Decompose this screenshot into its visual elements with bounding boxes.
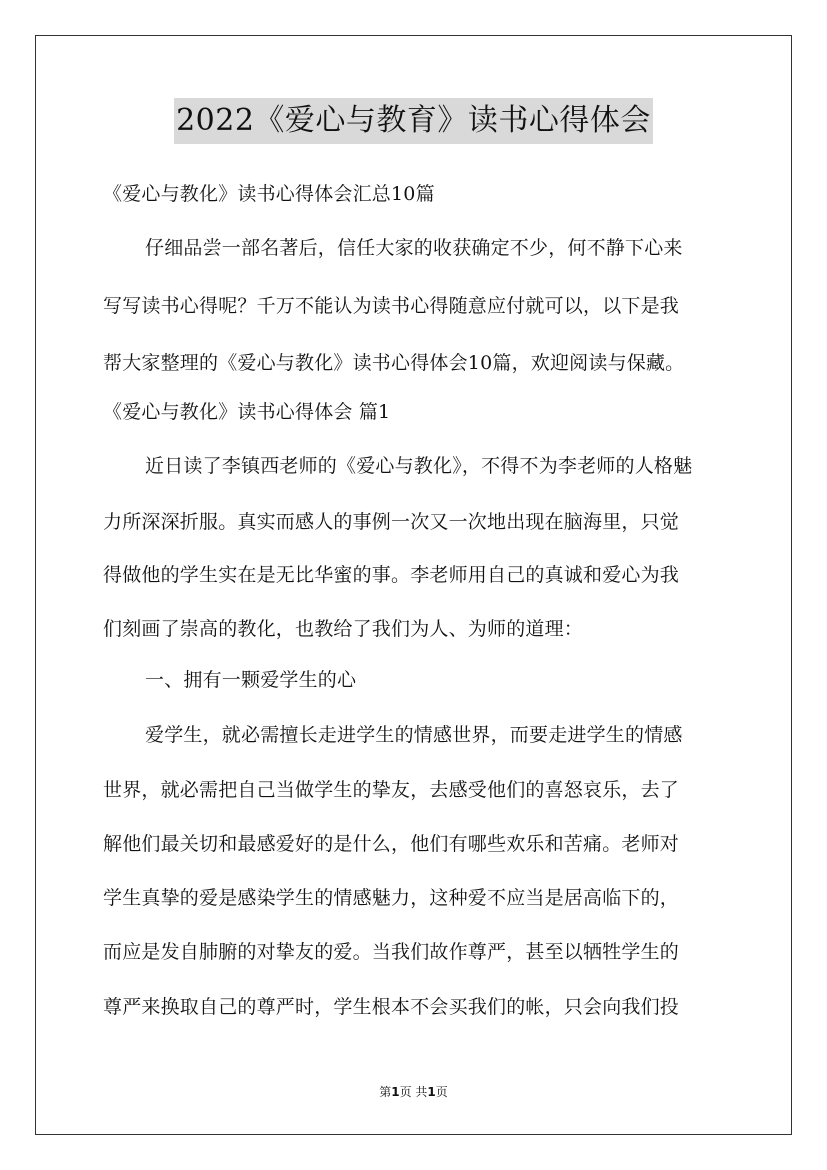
paragraph-line: 近日读了李镇西老师的《爱心与教化》，不得不为李老师的人格魅 [145, 455, 693, 477]
document-subtitle: 《爱心与教化》读书心得体会汇总10篇 [103, 183, 435, 205]
paragraph-line: 仔细品尝一部名著后，信任大家的收获确定不少，何不静下心来 [145, 237, 683, 259]
paragraph-line: 们刻画了崇高的教化，也教给了我们为人、为师的道理： [103, 618, 584, 640]
paragraph-line: 学生真挚的爱是感染学生的情感魅力，这种爱不应当是居高临下的， [103, 887, 680, 909]
paragraph-line: 尊严来换取自己的尊严时，学生根本不会买我们的帐，只会向我们投 [103, 996, 680, 1018]
paragraph-line: 解他们最关切和最感爱好的是什么，他们有哪些欢乐和苦痛。老师对 [103, 833, 680, 855]
document-title: 2022《爱心与教育》读书心得体会 [174, 98, 653, 144]
title-container [0, 98, 827, 144]
footer-total-pages: 1 [427, 1085, 436, 1099]
subsection-heading: 一、拥有一颗爱学生的心 [145, 669, 357, 691]
paragraph-line: 写写读书心得呢？千万不能认为读书心得随意应付就可以，以下是我 [103, 295, 680, 317]
paragraph-line: 帮大家整理的《爱心与教化》读书心得体会10篇，欢迎阅读与保藏。 [103, 352, 685, 374]
paragraph-line: 爱学生，就必需擅长走进学生的情感世界，而要走进学生的情感 [145, 724, 683, 746]
section-heading: 《爱心与教化》读书心得体会 篇1 [103, 401, 391, 423]
paragraph-line: 得做他的学生实在是无比华蜜的事。李老师用自己的真诚和爱心为我 [103, 564, 680, 586]
paragraph-line: 世界，就必需把自己当做学生的挚友，去感受他们的喜怒哀乐，去了 [103, 779, 680, 801]
page-footer [0, 1083, 827, 1101]
paragraph-line: 力所深深折服。真实而感人的事例一次又一次地出现在脑海里，只觉 [103, 511, 680, 533]
paragraph-line: 而应是发自肺腑的对挚友的爱。当我们故作尊严，甚至以牺牲学生的 [103, 941, 680, 963]
footer-current-page: 1 [391, 1085, 400, 1099]
footer-suffix: 页 [435, 1085, 448, 1099]
footer-mid: 页 共 [399, 1085, 428, 1099]
footer-prefix: 第 [379, 1085, 392, 1099]
